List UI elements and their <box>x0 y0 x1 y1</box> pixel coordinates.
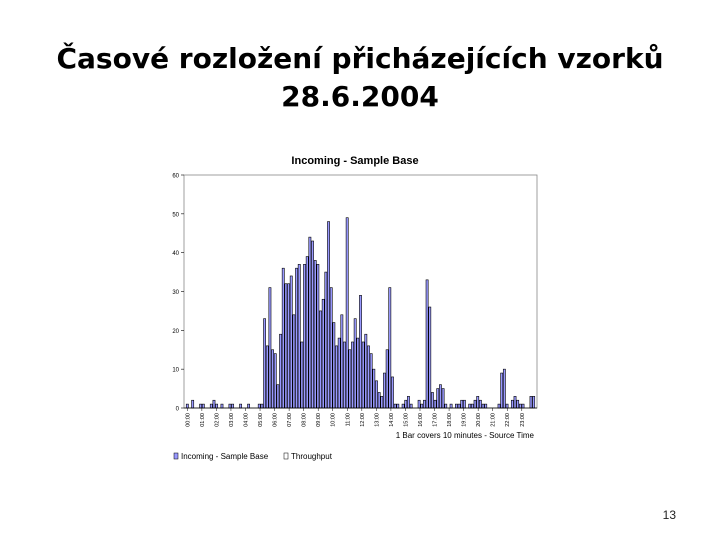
slide-title <box>0 40 720 116</box>
bar-incoming <box>285 284 287 408</box>
bar-incoming <box>221 404 223 408</box>
bar-incoming <box>437 389 439 408</box>
bar-incoming <box>351 342 353 408</box>
x-tick-label: 06:00 <box>272 413 279 427</box>
bar-incoming <box>309 237 311 408</box>
x-tick-label: 19:00 <box>461 413 468 427</box>
bar-incoming <box>439 385 441 408</box>
legend-swatch-incoming <box>174 453 178 459</box>
chart-container <box>162 150 552 465</box>
bar-incoming <box>248 404 250 408</box>
bar-incoming <box>405 400 407 408</box>
bar-incoming <box>503 369 505 408</box>
page-number: 13 <box>662 508 676 522</box>
bar-incoming <box>349 350 351 408</box>
bar-incoming <box>216 404 218 408</box>
bar-incoming <box>501 373 503 408</box>
x-tick-label: 21:00 <box>490 413 497 427</box>
bar-incoming <box>279 334 281 408</box>
chart-title: Incoming - Sample Base <box>291 155 419 167</box>
bar-incoming <box>455 404 457 408</box>
bar-incoming <box>461 400 463 408</box>
legend-swatch-throughput <box>284 453 288 459</box>
bar-incoming <box>479 400 481 408</box>
bar-incoming <box>325 272 327 408</box>
legend-label-throughput: Throughput <box>291 452 332 461</box>
x-tick-label: 16:00 <box>417 413 424 427</box>
bar-incoming <box>333 323 335 408</box>
bar-incoming <box>192 400 194 408</box>
y-tick-label: 50 <box>172 212 179 219</box>
x-tick-label: 07:00 <box>287 413 294 427</box>
bar-incoming <box>343 342 345 408</box>
bar-incoming <box>442 389 444 408</box>
x-tick-label: 05:00 <box>258 413 265 427</box>
bar-incoming <box>357 338 359 408</box>
bar-incoming <box>373 369 375 408</box>
bar-incoming <box>298 264 300 408</box>
bar-incoming <box>210 404 212 408</box>
bar-incoming <box>530 396 532 408</box>
x-axis-label: 1 Bar covers 10 minutes - Source Time <box>395 431 534 440</box>
bar-incoming <box>200 404 202 408</box>
bar-incoming <box>367 346 369 408</box>
bar-incoming <box>335 346 337 408</box>
y-tick-label: 20 <box>172 328 179 335</box>
bar-incoming <box>287 284 289 408</box>
bar-incoming <box>423 400 425 408</box>
bar-incoming <box>519 404 521 408</box>
bar-incoming <box>370 354 372 408</box>
slide-title-line1: Časové rozložení přicházejících vzorků <box>56 42 664 75</box>
bar-chart <box>162 150 552 465</box>
bar-incoming <box>319 311 321 408</box>
x-tick-label: 11:00 <box>345 413 352 427</box>
bar-incoming <box>477 396 479 408</box>
x-tick-label: 08:00 <box>301 413 308 427</box>
bar-incoming <box>266 346 268 408</box>
bar-incoming <box>327 222 329 408</box>
bar-incoming <box>314 260 316 408</box>
bar-incoming <box>261 404 263 408</box>
x-tick-label: 10:00 <box>330 413 337 427</box>
bar-incoming <box>394 404 396 408</box>
x-tick-label: 01:00 <box>199 413 206 427</box>
bar-incoming <box>269 288 271 408</box>
x-tick-label: 17:00 <box>432 413 439 427</box>
bar-incoming <box>202 404 204 408</box>
bar-incoming <box>375 381 377 408</box>
bar-incoming <box>506 404 508 408</box>
bar-incoming <box>271 350 273 408</box>
bar-incoming <box>263 319 265 408</box>
bar-incoming <box>229 404 231 408</box>
bar-incoming <box>410 404 412 408</box>
x-tick-label: 02:00 <box>214 413 221 427</box>
x-tick-label: 13:00 <box>374 413 381 427</box>
bar-incoming <box>232 404 234 408</box>
bar-incoming <box>213 400 215 408</box>
legend-label-incoming: Incoming - Sample Base <box>181 452 269 461</box>
bar-incoming <box>311 241 313 408</box>
bar-incoming <box>463 400 465 408</box>
bar-incoming <box>295 268 297 408</box>
bar-incoming <box>418 400 420 408</box>
bar-incoming <box>303 264 305 408</box>
plot-area <box>172 174 537 427</box>
bar-incoming <box>365 334 367 408</box>
bar-incoming <box>386 350 388 408</box>
bar-incoming <box>362 342 364 408</box>
bar-incoming <box>301 342 303 408</box>
bar-incoming <box>471 404 473 408</box>
y-tick-label: 60 <box>172 173 179 180</box>
bar-incoming <box>421 404 423 408</box>
y-tick-label: 0 <box>175 406 179 413</box>
bar-incoming <box>282 268 284 408</box>
bar-incoming <box>306 257 308 408</box>
bar-incoming <box>514 396 516 408</box>
x-tick-label: 04:00 <box>243 413 250 427</box>
bar-incoming <box>397 404 399 408</box>
bar-incoming <box>322 299 324 408</box>
x-tick-label: 12:00 <box>359 413 366 427</box>
x-tick-label: 18:00 <box>447 413 454 427</box>
bar-incoming <box>485 404 487 408</box>
bar-incoming <box>426 280 428 408</box>
bar-incoming <box>346 218 348 408</box>
bar-incoming <box>359 295 361 408</box>
bar-incoming <box>429 307 431 408</box>
slide-title-line2: 28.6.2004 <box>281 80 439 113</box>
y-tick-label: 30 <box>172 290 179 296</box>
x-tick-label: 00:00 <box>185 413 192 427</box>
bar-incoming <box>186 404 188 408</box>
bar-incoming <box>517 400 519 408</box>
x-tick-label: 14:00 <box>388 413 395 427</box>
x-tick-label: 23:00 <box>519 413 526 427</box>
bar-incoming <box>482 404 484 408</box>
bar-incoming <box>445 404 447 408</box>
bar-incoming <box>277 385 279 408</box>
bar-incoming <box>330 288 332 408</box>
bar-incoming <box>450 404 452 408</box>
bar-incoming <box>434 400 436 408</box>
bar-incoming <box>378 392 380 408</box>
bar-incoming <box>431 392 433 408</box>
bar-incoming <box>341 315 343 408</box>
bar-incoming <box>389 288 391 408</box>
legend <box>174 452 333 461</box>
bar-incoming <box>407 396 409 408</box>
bar-incoming <box>258 404 260 408</box>
x-tick-label: 22:00 <box>505 413 512 427</box>
bar-incoming <box>511 400 513 408</box>
bar-incoming <box>458 404 460 408</box>
y-tick-label: 10 <box>172 367 179 374</box>
bar-incoming <box>240 404 242 408</box>
bar-incoming <box>391 377 393 408</box>
x-tick-label: 15:00 <box>403 413 410 427</box>
bar-incoming <box>354 319 356 408</box>
bar-incoming <box>474 400 476 408</box>
bar-incoming <box>522 404 524 408</box>
bar-incoming <box>293 315 295 408</box>
y-tick-label: 40 <box>172 251 179 258</box>
x-tick-label: 03:00 <box>228 413 235 427</box>
x-tick-label: 20:00 <box>476 413 483 427</box>
bar-incoming <box>533 396 535 408</box>
bar-incoming <box>498 404 500 408</box>
bar-incoming <box>402 404 404 408</box>
bar-incoming <box>383 373 385 408</box>
bar-incoming <box>469 404 471 408</box>
bar-incoming <box>381 396 383 408</box>
bar-incoming <box>290 276 292 408</box>
bar-incoming <box>317 264 319 408</box>
bar-incoming <box>338 338 340 408</box>
x-tick-label: 09:00 <box>316 413 323 427</box>
bar-incoming <box>274 354 276 408</box>
